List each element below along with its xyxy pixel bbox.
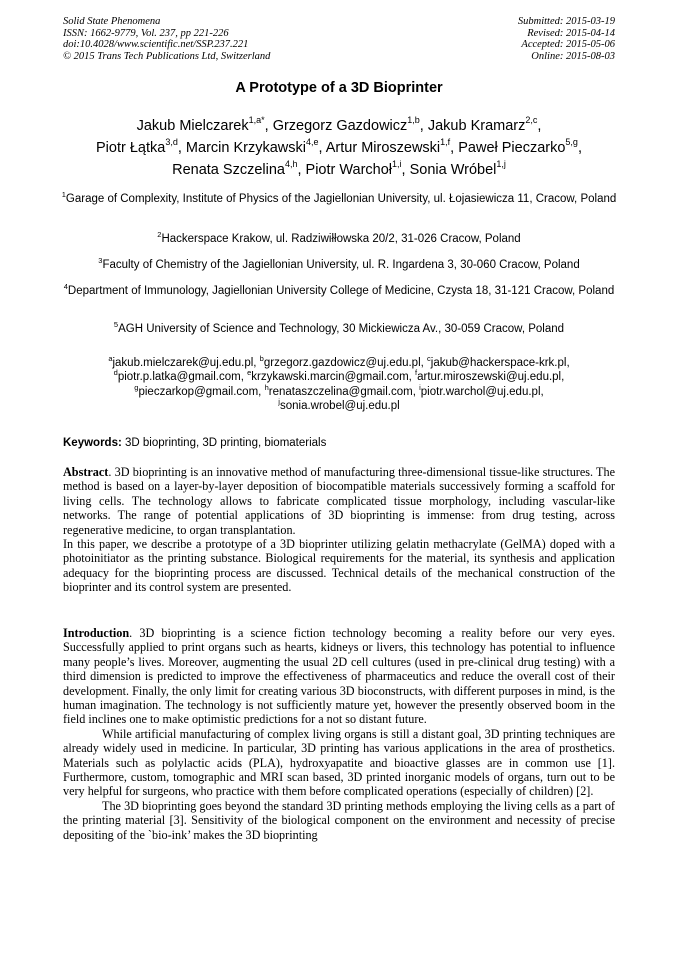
email-sup: f	[415, 368, 418, 378]
author-name: Sonia Wróbel	[409, 162, 497, 178]
affiliation-3	[60, 258, 618, 272]
abstract-label: Abstract	[63, 465, 109, 479]
email-address[interactable]: krzykawski.marcin@gmail.com	[251, 371, 409, 384]
date-submitted: Submitted: 2015-03-19	[517, 16, 615, 27]
email-list: $^a$jakub.mielczarek@uj.edu.pl, $^b$grzegorz.gazdowicz@uj.edu.pl, $^c$jakub@hackerspace-krk.pl, $^d$piotr.p.latka@gmail.com, $^e$krzykawski.marcin@gmail.com, $^f$artur.miroszewski@uj.edu.pl, $^g$pieczarkop@gmail.com, $^h$renataszczelina@gmail.com, $^i$piotr.warchol@uj.edu.pl, $^j$sonia.wrobel@uj.edu.pl	[108, 354, 570, 412]
affiliation-text: Hackerspace Krakow, ul. Radziwiłłowska 20/2, 31-026 Cracow, Poland	[161, 233, 521, 245]
affiliation-number: 2	[157, 230, 162, 240]
affiliation-1	[60, 192, 618, 206]
affiliation-text: Garage of Complexity, Institute of Physics of the Jagiellonian University, ul. Łojasiewicza 11, Cracow, Poland	[65, 193, 617, 205]
affiliation-5	[60, 322, 618, 336]
author-sep: ,	[177, 140, 186, 156]
affiliation-number: 3	[98, 256, 103, 266]
affiliation-text: AGH University of Science and Technology, 30 Mickiewicza Av., 30-059 Cracow, Poland	[118, 323, 565, 335]
abstract-paragraph: In this paper, we describe a prototype of a 3D bioprinter utilizing gelatin methacrylate (GelMA) doped with a photoinitiator as the printing substance. Biological requirements for the material, its synthesis and application adequacy for the bioprinting process are discussed. Technical details of the mechanical construction of the bioprinter and its control system are presented.	[63, 537, 615, 595]
email-address[interactable]: sonia.wrobel@uj.edu.pl	[279, 399, 400, 412]
introduction-label: Introduction	[63, 626, 130, 640]
author-sep: ,	[401, 162, 410, 178]
email-sup: i	[419, 382, 421, 392]
email-sup: d	[113, 368, 118, 378]
email-sup: c	[427, 354, 431, 364]
keywords-line	[63, 437, 615, 449]
email-sup: a	[108, 354, 113, 364]
author-sup: 2,c	[525, 115, 538, 126]
abstract-section	[63, 465, 615, 595]
author-list	[40, 115, 638, 181]
email-sup: j	[278, 397, 280, 407]
author-sep: ,	[450, 140, 459, 156]
email-address[interactable]: piotr.p.latka@gmail.com	[117, 371, 241, 384]
journal-header	[63, 16, 270, 62]
email-address[interactable]: jakub@hackerspace-krk.pl	[430, 357, 567, 369]
author-sep: ,	[264, 118, 273, 134]
email-address[interactable]: artur.miroszewski@uj.edu.pl	[417, 371, 562, 384]
journal-copyright: © 2015 Trans Tech Publications Ltd, Switzerland	[63, 50, 271, 62]
affiliation-text: Faculty of Chemistry of the Jagiellonian University, ul. R. Ingardena 3, 30-060 Cracow, Poland	[102, 259, 580, 271]
author-sup: 4,e	[305, 137, 319, 148]
author-sep: ,	[318, 140, 326, 156]
author-sep: ,	[537, 118, 542, 134]
introduction-paragraph	[63, 626, 615, 727]
email-address[interactable]: renataszczelina@gmail.com	[268, 385, 413, 398]
date-online: Online: 2015-08-03	[531, 50, 615, 62]
author-name: Grzegorz Gazdowicz	[272, 118, 408, 134]
author-sep: ,	[419, 118, 428, 134]
email-address[interactable]: piotr.warchol@uj.edu.pl	[420, 385, 541, 398]
author-name: Renata Szczelina	[172, 162, 285, 178]
author-name: Jakub Kramarz	[427, 118, 526, 134]
abstract-text: . 3D bioprinting is an innovative method of manufacturing three-dimensional tissue-like structures. The method is based on a layer-by-layer deposition of biocompatible materials successively forming a scaffold for living cells. The technology allows to fabricate complicated tissue morphology, including vascular-like networks. The range of potential applications of 3D bioprinting is immense: from drug testing, across regenerative medicine, to organ transplantation.	[63, 465, 615, 537]
journal-name: Solid State Phenomena	[63, 16, 161, 27]
date-revised: Revised: 2015-04-14	[527, 27, 615, 39]
author-name: Piotr Łątka	[96, 140, 166, 156]
date-accepted: Accepted: 2015-05-06	[521, 39, 615, 50]
affiliation-number: 5	[113, 320, 119, 330]
author-sup: 5,g	[565, 137, 578, 148]
author-sup: 4,h	[284, 159, 298, 170]
author-name: Paweł Pieczarko	[458, 140, 566, 156]
author-sup: 1,f	[440, 137, 451, 148]
email-sup: h	[264, 382, 269, 392]
author-name: Piotr Warchoł	[305, 162, 393, 178]
abstract-paragraph	[63, 465, 615, 537]
author-sup: 1,a*	[248, 115, 265, 126]
email-address[interactable]: grzegorz.gazdowicz@uj.edu.pl	[263, 357, 421, 369]
email-sup: e	[247, 368, 252, 378]
keywords-text: 3D bioprinting, 3D printing, biomaterials	[125, 437, 327, 449]
affiliation-number: 4	[63, 282, 68, 292]
email-address[interactable]: pieczarkop@gmail.com	[138, 385, 259, 398]
introduction-paragraph: While artificial manufacturing of complex living organs is still a distant goal, 3D printing techniques are already widely used in medicine. In particular, 3D printing has various applications in the area of prosthetics. Materials such as polylactic acids (PLA), hydroxyapatite and bioactive glasses are in common use [1]. Furthermore, custom, tomographic and MRI scan based, 3D printed inorganic models of organs, turn out to be very helpful for surgeons, who practice with them before complicated operations (especially of children) [2].	[63, 726, 615, 799]
introduction-text: . 3D bioprinting is a science fiction technology becoming a reality before our very eyes. Successfully applied to print organs such as hearts, kidneys or livers, this technology has potential to influence many people’s lives. Moreover, augmenting the usual 2D cell cultures (used in pre-clinical drug testing) with a third dimension is predicted to improve the effectiveness of pharmaceutics and reduce the overall cost of their development. Finally, the only limit for creating various 3D bioconstructs, with different purposes in mind, is the human imagination. The technology is not sufficiently mature yet, however the presently observed boom in the field inclines one to make optimistic predictions for a not so distant future.	[63, 626, 615, 727]
introduction-section	[63, 626, 615, 842]
email-sup: b	[259, 354, 264, 364]
affiliation-number: 1	[61, 190, 66, 200]
author-sep: ,	[577, 140, 582, 156]
paper-title: A Prototype of a 3D Bioprinter	[235, 80, 443, 96]
email-sup: g	[134, 382, 139, 392]
email-address[interactable]: jakub.mielczarek@uj.edu.pl	[112, 357, 254, 369]
author-name: Marcin Krzykawski	[185, 140, 306, 156]
affiliation-2	[60, 232, 618, 246]
author-sup: 1,j	[496, 159, 506, 170]
author-sup: 1,b	[407, 115, 420, 126]
affiliation-text: Department of Immunology, Jagiellonian University College of Medicine, Czysta 18, 31-121 Cracow, Poland	[67, 285, 615, 297]
journal-issn: ISSN: 1662-9779, Vol. 237, pp 221-226	[63, 27, 229, 39]
journal-doi: doi:10.4028/www.scientific.net/SSP.237.221	[63, 39, 249, 50]
author-sup: 3,d	[165, 137, 178, 148]
dates-header	[518, 16, 615, 62]
author-name: Artur Miroszewski	[325, 140, 441, 156]
author-name: Jakub Mielczarek	[136, 118, 249, 134]
keywords-label: Keywords:	[63, 437, 122, 449]
introduction-paragraph: The 3D bioprinting goes beyond the standard 3D printing methods employing the living cells as a part of the printing material [3]. Sensitivity of the biological component on the environment and necessity of precise depositing of the `bio-ink’ makes the 3D bioprinting	[63, 798, 615, 842]
affiliation-4	[60, 284, 618, 298]
author-sup: 1,i	[392, 159, 402, 170]
author-sep: ,	[297, 162, 306, 178]
